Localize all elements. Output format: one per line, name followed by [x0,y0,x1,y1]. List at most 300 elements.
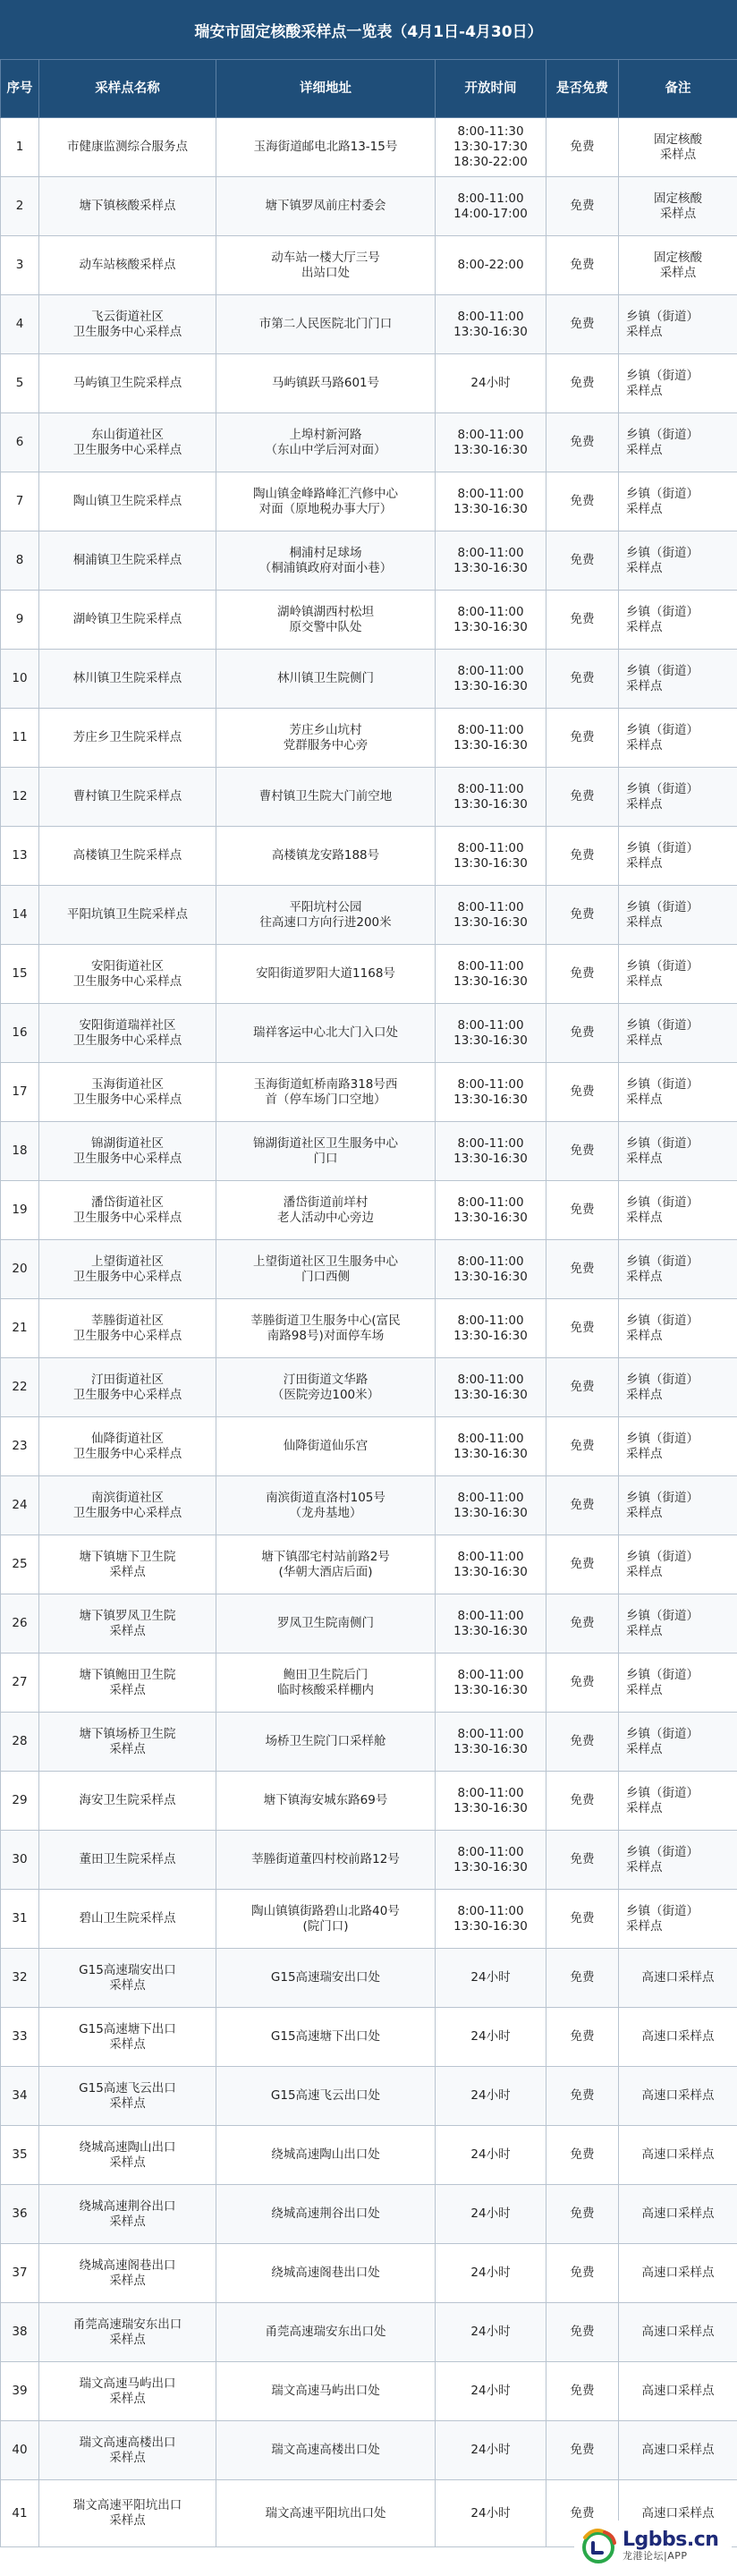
cell-address: 玉海街道虹桥南路318号西 首（停车场门口空地） [216,1063,436,1122]
cell-hours: 8:00-11:00 13:30-16:30 [436,1831,546,1890]
cell-hours: 24小时 [436,2244,546,2303]
cell-site-name: 马屿镇卫生院采样点 [39,354,216,413]
column-header-name: 采样点名称 [39,60,216,118]
cell-address: 南滨街道直洛村105号 （龙舟基地） [216,1476,436,1535]
table-row [1,2126,737,2185]
table-row [1,1122,737,1181]
cell-seq: 41 [1,2480,39,2547]
cell-hours: 8:00-11:00 13:30-16:30 [436,591,546,650]
cell-site-name: 甬莞高速瑞安东出口 采样点 [39,2303,216,2362]
sampling-sites-table [0,59,737,2547]
cell-note: 乡镇（街道） 采样点 [619,1417,737,1476]
cell-hours: 8:00-11:00 13:30-16:30 [436,768,546,827]
cell-site-name: 绕城高速阁巷出口 采样点 [39,2244,216,2303]
cell-seq: 34 [1,2067,39,2126]
cell-site-name: 仙降街道社区 卫生服务中心采样点 [39,1417,216,1476]
table-row [1,2303,737,2362]
cell-hours: 24小时 [436,2185,546,2244]
cell-seq: 16 [1,1004,39,1063]
cell-note: 高速口采样点 [619,2067,737,2126]
cell-seq: 24 [1,1476,39,1535]
column-header-hours: 开放时间 [436,60,546,118]
cell-hours: 24小时 [436,2362,546,2421]
cell-free: 免费 [546,1063,619,1122]
cell-seq: 19 [1,1181,39,1240]
cell-free: 免费 [546,650,619,709]
cell-seq: 29 [1,1772,39,1831]
cell-address: 绕城高速陶山出口处 [216,2126,436,2185]
cell-site-name: 上望街道社区 卫生服务中心采样点 [39,1240,216,1299]
cell-site-name: 湖岭镇卫生院采样点 [39,591,216,650]
cell-free: 免费 [546,118,619,177]
cell-seq: 14 [1,886,39,945]
cell-address: 甬莞高速瑞安东出口处 [216,2303,436,2362]
cell-site-name: 塘下镇核酸采样点 [39,177,216,236]
cell-site-name: 绕城高速荆谷出口 采样点 [39,2185,216,2244]
cell-hours: 24小时 [436,354,546,413]
cell-site-name: 桐浦镇卫生院采样点 [39,531,216,591]
cell-seq: 8 [1,531,39,591]
cell-free: 免费 [546,1004,619,1063]
cell-site-name: 塘下镇场桥卫生院 采样点 [39,1713,216,1772]
cell-address: 瑞文高速高楼出口处 [216,2421,436,2480]
cell-note: 乡镇（街道） 采样点 [619,413,737,472]
table-row [1,1949,737,2008]
cell-free: 免费 [546,1535,619,1594]
cell-note: 乡镇（街道） 采样点 [619,591,737,650]
cell-note: 乡镇（街道） 采样点 [619,472,737,531]
cell-hours: 8:00-11:00 13:30-16:30 [436,1181,546,1240]
cell-note: 乡镇（街道） 采样点 [619,1063,737,1122]
cell-site-name: 玉海街道社区 卫生服务中心采样点 [39,1063,216,1122]
table-row [1,2008,737,2067]
cell-note: 高速口采样点 [619,2126,737,2185]
cell-site-name: 海安卫生院采样点 [39,1772,216,1831]
table-row [1,531,737,591]
cell-site-name: 绕城高速陶山出口 采样点 [39,2126,216,2185]
cell-seq: 26 [1,1594,39,1654]
cell-address: 罗凤卫生院南侧门 [216,1594,436,1654]
cell-seq: 28 [1,1713,39,1772]
cell-note: 高速口采样点 [619,2185,737,2244]
cell-seq: 12 [1,768,39,827]
table-row [1,1772,737,1831]
cell-free: 免费 [546,1476,619,1535]
cell-site-name: G15高速瑞安出口 采样点 [39,1949,216,2008]
cell-note: 乡镇（街道） 采样点 [619,945,737,1004]
cell-address: 鲍田卫生院后门 临时核酸采样棚内 [216,1654,436,1713]
cell-address: 平阳坑村公园 往高速口方向行进200米 [216,886,436,945]
cell-hours: 8:00-11:00 13:30-16:30 [436,1772,546,1831]
cell-site-name: 平阳坑镇卫生院采样点 [39,886,216,945]
cell-hours: 8:00-11:00 13:30-16:30 [436,1417,546,1476]
cell-seq: 36 [1,2185,39,2244]
cell-seq: 3 [1,236,39,295]
cell-hours: 8:00-11:00 13:30-16:30 [436,827,546,886]
cell-free: 免费 [546,2185,619,2244]
cell-seq: 20 [1,1240,39,1299]
cell-site-name: 塘下镇塘下卫生院 采样点 [39,1535,216,1594]
cell-hours: 8:00-11:00 13:30-16:30 [436,295,546,354]
cell-site-name: G15高速飞云出口 采样点 [39,2067,216,2126]
column-header-free: 是否免费 [546,60,619,118]
cell-seq: 25 [1,1535,39,1594]
cell-hours: 24小时 [436,2067,546,2126]
cell-seq: 21 [1,1299,39,1358]
cell-seq: 38 [1,2303,39,2362]
cell-hours: 8:00-11:30 13:30-17:30 18:30-22:00 [436,118,546,177]
cell-free: 免费 [546,2067,619,2126]
cell-free: 免费 [546,354,619,413]
cell-note: 乡镇（街道） 采样点 [619,827,737,886]
cell-site-name: 塘下镇罗凤卫生院 采样点 [39,1594,216,1654]
table-row [1,709,737,768]
cell-site-name: 曹村镇卫生院采样点 [39,768,216,827]
cell-free: 免费 [546,1240,619,1299]
cell-free: 免费 [546,2480,619,2547]
cell-address: 马屿镇跃马路601号 [216,354,436,413]
cell-hours: 24小时 [436,2421,546,2480]
watermark-subtitle: 龙港论坛|APP [623,2550,688,2563]
cell-note: 乡镇（街道） 采样点 [619,768,737,827]
cell-note: 乡镇（街道） 采样点 [619,1004,737,1063]
cell-hours: 8:00-11:00 13:30-16:30 [436,945,546,1004]
cell-free: 免费 [546,1831,619,1890]
table-row [1,886,737,945]
cell-note: 乡镇（街道） 采样点 [619,531,737,591]
cell-site-name: 陶山镇卫生院采样点 [39,472,216,531]
table-row [1,1358,737,1417]
cell-site-name: 瑞文高速平阳坑出口 采样点 [39,2480,216,2547]
cell-address: 曹村镇卫生院大门前空地 [216,768,436,827]
cell-address: 锦湖街道社区卫生服务中心 门口 [216,1122,436,1181]
column-header-address: 详细地址 [216,60,436,118]
cell-address: 塘下镇罗凤前庄村委会 [216,177,436,236]
cell-address: 汀田街道文华路 （医院旁边100米） [216,1358,436,1417]
cell-hours: 8:00-11:00 13:30-16:30 [436,1240,546,1299]
cell-address: 市第二人民医院北门门口 [216,295,436,354]
cell-note: 乡镇（街道） 采样点 [619,1535,737,1594]
cell-address: 潘岱街道前垟村 老人活动中心旁边 [216,1181,436,1240]
cell-note: 高速口采样点 [619,2421,737,2480]
cell-free: 免费 [546,1417,619,1476]
cell-site-name: 莘塍街道社区 卫生服务中心采样点 [39,1299,216,1358]
cell-note: 高速口采样点 [619,2362,737,2421]
cell-seq: 11 [1,709,39,768]
cell-free: 免费 [546,709,619,768]
cell-address: 安阳街道罗阳大道1168号 [216,945,436,1004]
cell-address: 塘下镇邵宅村站前路2号 (华朝大酒店后面) [216,1535,436,1594]
cell-hours: 24小时 [436,2480,546,2547]
table-row [1,1654,737,1713]
cell-hours: 8:00-11:00 13:30-16:30 [436,1063,546,1122]
cell-seq: 15 [1,945,39,1004]
cell-seq: 23 [1,1417,39,1476]
table-row [1,2067,737,2126]
cell-seq: 30 [1,1831,39,1890]
cell-address: 林川镇卫生院侧门 [216,650,436,709]
cell-free: 免费 [546,177,619,236]
table-row [1,295,737,354]
table-row [1,1417,737,1476]
cell-note: 乡镇（街道） 采样点 [619,1772,737,1831]
cell-free: 免费 [546,1772,619,1831]
cell-seq: 4 [1,295,39,354]
cell-site-name: G15高速塘下出口 采样点 [39,2008,216,2067]
cell-note: 乡镇（街道） 采样点 [619,295,737,354]
cell-hours: 8:00-11:00 13:30-16:30 [436,531,546,591]
cell-note: 乡镇（街道） 采样点 [619,1594,737,1654]
cell-address: 仙降街道仙乐宫 [216,1417,436,1476]
cell-free: 免费 [546,413,619,472]
table-row [1,118,737,177]
cell-note: 固定核酸 采样点 [619,118,737,177]
table-row [1,650,737,709]
table-row [1,1299,737,1358]
cell-seq: 7 [1,472,39,531]
cell-address: 瑞祥客运中心北大门入口处 [216,1004,436,1063]
cell-site-name: 汀田街道社区 卫生服务中心采样点 [39,1358,216,1417]
table-row [1,1476,737,1535]
table-row [1,1535,737,1594]
cell-seq: 9 [1,591,39,650]
cell-free: 免费 [546,1299,619,1358]
cell-note: 乡镇（街道） 采样点 [619,1240,737,1299]
cell-free: 免费 [546,1122,619,1181]
cell-hours: 24小时 [436,1949,546,2008]
cell-hours: 8:00-22:00 [436,236,546,295]
cell-seq: 22 [1,1358,39,1417]
cell-site-name: 飞云街道社区 卫生服务中心采样点 [39,295,216,354]
cell-hours: 8:00-11:00 13:30-16:30 [436,650,546,709]
cell-hours: 8:00-11:00 13:30-16:30 [436,1476,546,1535]
cell-address: 陶山镇金峰路峰汇汽修中心 对面（原地税办事大厅） [216,472,436,531]
cell-address: G15高速塘下出口处 [216,2008,436,2067]
cell-free: 免费 [546,236,619,295]
cell-seq: 39 [1,2362,39,2421]
cell-seq: 10 [1,650,39,709]
cell-address: G15高速飞云出口处 [216,2067,436,2126]
table-row [1,2244,737,2303]
cell-note: 乡镇（街道） 采样点 [619,709,737,768]
cell-site-name: 碧山卫生院采样点 [39,1890,216,1949]
cell-seq: 1 [1,118,39,177]
cell-hours: 8:00-11:00 13:30-16:30 [436,1004,546,1063]
cell-address: G15高速瑞安出口处 [216,1949,436,2008]
cell-note: 固定核酸 采样点 [619,177,737,236]
cell-note: 乡镇（街道） 采样点 [619,1831,737,1890]
table-row [1,1890,737,1949]
cell-note: 固定核酸 采样点 [619,236,737,295]
cell-free: 免费 [546,2244,619,2303]
cell-seq: 17 [1,1063,39,1122]
cell-address: 塘下镇海安城东路69号 [216,1772,436,1831]
cell-hours: 8:00-11:00 13:30-16:30 [436,1654,546,1713]
cell-note: 乡镇（街道） 采样点 [619,886,737,945]
cell-seq: 2 [1,177,39,236]
cell-note: 乡镇（街道） 采样点 [619,1476,737,1535]
cell-address: 桐浦村足球场 （桐浦镇政府对面小巷） [216,531,436,591]
cell-note: 乡镇（街道） 采样点 [619,1654,737,1713]
cell-hours: 8:00-11:00 13:30-16:30 [436,1890,546,1949]
column-header-seq: 序号 [1,60,39,118]
cell-seq: 35 [1,2126,39,2185]
page-title: 瑞安市固定核酸采样点一览表（4月1日-4月30日） [0,0,737,59]
cell-free: 免费 [546,1594,619,1654]
cell-hours: 24小时 [436,2303,546,2362]
cell-site-name: 锦湖街道社区 卫生服务中心采样点 [39,1122,216,1181]
cell-seq: 33 [1,2008,39,2067]
table-row [1,1594,737,1654]
cell-address: 动车站一楼大厅三号 出站口处 [216,236,436,295]
table-row [1,945,737,1004]
cell-hours: 8:00-11:00 13:30-16:30 [436,1299,546,1358]
table-row [1,1831,737,1890]
cell-free: 免费 [546,827,619,886]
cell-address: 绕城高速阁巷出口处 [216,2244,436,2303]
cell-free: 免费 [546,1358,619,1417]
table-row [1,472,737,531]
cell-free: 免费 [546,1713,619,1772]
cell-note: 乡镇（街道） 采样点 [619,1713,737,1772]
cell-site-name: 东山街道社区 卫生服务中心采样点 [39,413,216,472]
cell-seq: 37 [1,2244,39,2303]
cell-site-name: 潘岱街道社区 卫生服务中心采样点 [39,1181,216,1240]
cell-seq: 27 [1,1654,39,1713]
table-row [1,413,737,472]
cell-address: 瑞文高速平阳坑出口处 [216,2480,436,2547]
cell-site-name: 塘下镇鲍田卫生院 采样点 [39,1654,216,1713]
cell-site-name: 动车站核酸采样点 [39,236,216,295]
cell-hours: 8:00-11:00 13:30-16:30 [436,1594,546,1654]
cell-free: 免费 [546,531,619,591]
cell-site-name: 瑞文高速马屿出口 采样点 [39,2362,216,2421]
cell-hours: 24小时 [436,2126,546,2185]
cell-hours: 8:00-11:00 13:30-16:30 [436,413,546,472]
cell-address: 绕城高速荆谷出口处 [216,2185,436,2244]
cell-free: 免费 [546,295,619,354]
cell-free: 免费 [546,1181,619,1240]
cell-hours: 8:00-11:00 13:30-16:30 [436,1358,546,1417]
cell-address: 陶山镇镇街路碧山北路40号 (院门口) [216,1890,436,1949]
cell-note: 乡镇（街道） 采样点 [619,1122,737,1181]
cell-site-name: 南滨街道社区 卫生服务中心采样点 [39,1476,216,1535]
table-row [1,827,737,886]
table-row [1,1713,737,1772]
cell-note: 乡镇（街道） 采样点 [619,1181,737,1240]
table-row [1,236,737,295]
cell-address: 上埠村新河路 （东山中学后河对面） [216,413,436,472]
cell-seq: 5 [1,354,39,413]
cell-site-name: 高楼镇卫生院采样点 [39,827,216,886]
table-row [1,2362,737,2421]
site-watermark [574,2521,732,2571]
table-row [1,354,737,413]
cell-free: 免费 [546,2126,619,2185]
cell-address: 瑞文高速马屿出口处 [216,2362,436,2421]
cell-free: 免费 [546,886,619,945]
cell-free: 免费 [546,2421,619,2480]
cell-free: 免费 [546,2008,619,2067]
cell-site-name: 董田卫生院采样点 [39,1831,216,1890]
cell-free: 免费 [546,1654,619,1713]
table-row [1,768,737,827]
cell-note: 乡镇（街道） 采样点 [619,1890,737,1949]
cell-seq: 40 [1,2421,39,2480]
cell-note: 乡镇（街道） 采样点 [619,1299,737,1358]
cell-note: 高速口采样点 [619,1949,737,2008]
cell-address: 莘塍街道卫生服务中心(富民 南路98号)对面停车场 [216,1299,436,1358]
cell-site-name: 林川镇卫生院采样点 [39,650,216,709]
cell-note: 乡镇（街道） 采样点 [619,354,737,413]
cell-hours: 8:00-11:00 13:30-16:30 [436,1535,546,1594]
cell-address: 芳庄乡山坑村 党群服务中心旁 [216,709,436,768]
cell-address: 莘塍街道董四村校前路12号 [216,1831,436,1890]
table-body [1,118,737,2547]
table-row [1,1240,737,1299]
cell-free: 免费 [546,591,619,650]
cell-address: 湖岭镇湖西村松坦 原交警中队处 [216,591,436,650]
cell-seq: 6 [1,413,39,472]
cell-hours: 24小时 [436,2008,546,2067]
table-row [1,591,737,650]
table-row [1,1004,737,1063]
cell-note: 乡镇（街道） 采样点 [619,650,737,709]
cell-address: 上望街道社区卫生服务中心 门口西侧 [216,1240,436,1299]
cell-address: 高楼镇龙安路188号 [216,827,436,886]
cell-free: 免费 [546,2362,619,2421]
cell-site-name: 市健康监测综合服务点 [39,118,216,177]
cell-seq: 13 [1,827,39,886]
cell-note: 高速口采样点 [619,2008,737,2067]
cell-note: 高速口采样点 [619,2303,737,2362]
table-row [1,2421,737,2480]
cell-site-name: 安阳街道瑞祥社区 卫生服务中心采样点 [39,1004,216,1063]
cell-hours: 8:00-11:00 13:30-16:30 [436,1713,546,1772]
cell-address: 场桥卫生院门口采样舱 [216,1713,436,1772]
table-header-row [1,60,737,118]
cell-free: 免费 [546,945,619,1004]
cell-hours: 8:00-11:00 13:30-16:30 [436,886,546,945]
table-row [1,2185,737,2244]
cell-free: 免费 [546,1890,619,1949]
cell-free: 免费 [546,768,619,827]
cell-hours: 8:00-11:00 13:30-16:30 [436,1122,546,1181]
table-row [1,1063,737,1122]
cell-note: 乡镇（街道） 采样点 [619,1358,737,1417]
cell-hours: 8:00-11:00 13:30-16:30 [436,709,546,768]
cell-seq: 32 [1,1949,39,2008]
cell-site-name: 瑞文高速高楼出口 采样点 [39,2421,216,2480]
cell-note: 高速口采样点 [619,2244,737,2303]
cell-hours: 8:00-11:00 13:30-16:30 [436,472,546,531]
cell-note: 高速口采样点 [619,2480,737,2547]
table-row [1,177,737,236]
cell-free: 免费 [546,472,619,531]
cell-seq: 18 [1,1122,39,1181]
watermark-domain: Lgbbs.cn [623,2528,719,2551]
cell-address: 玉海街道邮电北路13-15号 [216,118,436,177]
lgbbs-logo-icon [578,2525,619,2566]
cell-free: 免费 [546,1949,619,2008]
table-row [1,1181,737,1240]
cell-seq: 31 [1,1890,39,1949]
column-header-note: 备注 [619,60,737,118]
cell-hours: 8:00-11:00 14:00-17:00 [436,177,546,236]
cell-site-name: 芳庄乡卫生院采样点 [39,709,216,768]
cell-site-name: 安阳街道社区 卫生服务中心采样点 [39,945,216,1004]
cell-free: 免费 [546,2303,619,2362]
